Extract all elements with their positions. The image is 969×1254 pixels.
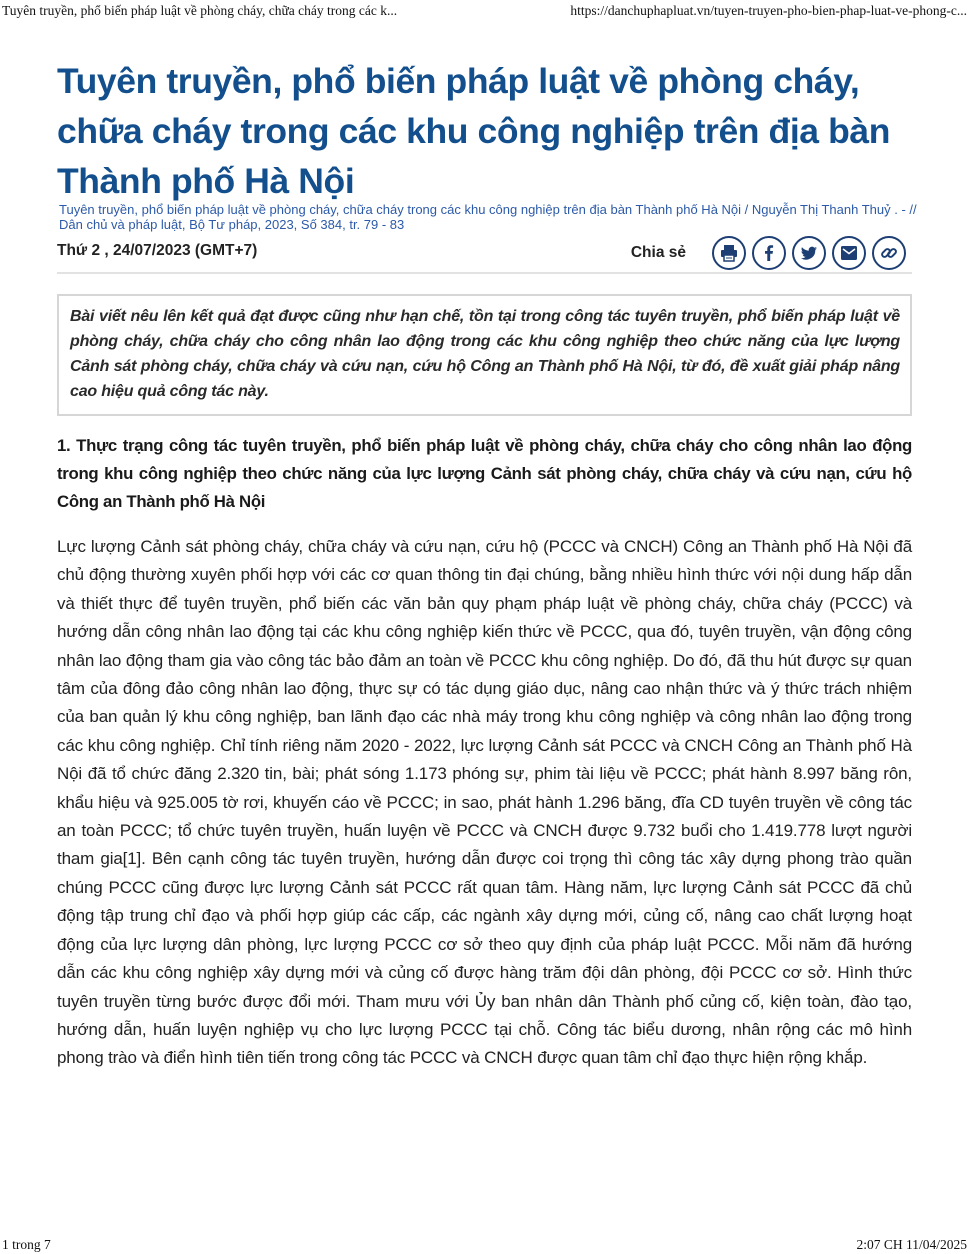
article-title: Tuyên truyền, phổ biến pháp luật về phòng cháy, chữa cháy trong các khu công nghiệp trên địa bàn Thành phố Hà Nội [57, 61, 891, 201]
print-button[interactable] [712, 236, 746, 270]
article [57, 56, 917, 1073]
page-count: 1 trong 7 [2, 1237, 51, 1252]
share-bar [631, 236, 906, 270]
print-icon [719, 243, 739, 263]
twitter-icon [799, 243, 819, 263]
article-paragraph: Lực lượng Cảnh sát phòng cháy, chữa cháy và cứu nạn, cứu hộ (PCCC và CNCH) Công an Thành phố Hà Nội đã chủ động thường xuyên phối hợp với các cơ quan thông tin đại chúng, bằng nhiều hình thức với nội dung hấp dẫn và thiết thực để tuyên truyền, phổ biến các văn bản quy phạm pháp luật về phòng cháy, chữa cháy (PCCC) và hướng dẫn công nhân lao động tại các khu công nghiệp kiến thức về PCCC, qua đó, tuyên truyền, vận động công nhân lao động tham gia vào công tác bảo đảm an toàn về PCCC khu công nghiệp. Do đó, đã thu hút được sự quan tâm của đông đảo công nhân lao động, thực sự có tác dụng giáo dục, nâng cao nhận thức và ý thức trách nhiệm của ban quản lý khu công nghiệp, ban lãnh đạo các nhà máy trong khu công nghiệp và công nhân lao động trong các khu công nghiệp. Chỉ tính riêng năm 2020 - 2022, lực lượng Cảnh sát PCCC và CNCH Công an Thành phố Hà Nội đã tổ chức đăng 2.320 tin, bài; phát sóng 1.173 phóng sự, phim tài liệu về PCCC; phát hành 8.997 băng rôn, khẩu hiệu và 925.005 tờ rơi, khuyến cáo về PCCC; in sao, phát hành 1.296 băng, đĩa CD tuyên truyền về công tác an toàn PCCC; tổ chức tuyên truyền, huấn luyện về PCCC và CNCH được 9.732 buổi cho 1.419.778 lượt người tham gia[1]. Bên cạnh công tác tuyên truyền, hướng dẫn được coi trọng thì công tác xây dựng phong trào quần chúng PCCC cũng được lực lượng Cảnh sát PCCC rất quan tâm. Hàng năm, lực lượng Cảnh sát PCCC đã chủ động tập trung chỉ đạo và phối hợp giúp các cấp, các ngành xây dựng mới, củng cố, nâng cao chất lượng hoạt động của lực lượng dân phòng, lực lượng PCCC cơ sở theo quy định của pháp luật PCCC. Mỗi năm đã hướng dẫn các khu công nghiệp xây dựng mới và củng cố được hàng trăm đội dân phòng, đội PCCC cơ sở. Hình thức tuyên truyền từng bước được đổi mới. Tham mưu với Ủy ban nhân dân Thành phố củng cố, kiện toàn, đào tạo, hướng dẫn, huấn luyện nghiệp vụ cho lực lượng PCCC tại chỗ. Công tác biểu dương, nhân rộng các mô hình phong trào và điển hình tiên tiến trong công tác PCCC và CNCH được quan tâm chỉ đạo thực hiện rộng khắp. [57, 537, 912, 1068]
print-footer [0, 1236, 969, 1254]
link-icon [879, 243, 899, 263]
article-citation[interactable]: Tuyên truyền, phổ biến pháp luật về phòng cháy, chữa cháy trong các khu công nghiệp trên địa bàn Thành phố Hà Nội / Nguyễn Thị Thanh Thuỷ . - // Dân chủ và pháp luật, Bộ Tư pháp, 2023, Số 384, tr. 79 - 83 [59, 202, 917, 232]
print-url: https://danchuphapluat.vn/tuyen-truyen-pho-bien-phap-luat-ve-phong-c... [570, 3, 967, 18]
facebook-share-button[interactable] [752, 236, 786, 270]
article-summary: Bài viết nêu lên kết quả đạt được cũng như hạn chế, tồn tại trong công tác tuyên truyền, phổ biến pháp luật về phòng cháy, chữa cháy cho công nhân lao động trong các khu công nghiệp theo chức năng của lực lượng Cảnh sát phòng cháy, chữa cháy và cứu nạn, cứu hộ Công an Thành phố Hà Nội, từ đó, đề xuất giải pháp nâng cao hiệu quả công tác này. [57, 294, 912, 416]
print-page-title: Tuyên truyền, phổ biến pháp luật về phòng cháy, chữa cháy trong các k... [2, 3, 398, 18]
facebook-icon [759, 243, 779, 263]
print-timestamp: 2:07 CH 11/04/2025 [856, 1237, 967, 1252]
email-share-button[interactable] [832, 236, 866, 270]
print-header [0, 0, 969, 20]
divider [57, 272, 912, 274]
publish-date: Thứ 2 , 24/07/2023 (GMT+7) [57, 242, 258, 259]
share-label: Chia sẻ [630, 244, 686, 261]
article-meta [57, 236, 912, 270]
twitter-share-button[interactable] [792, 236, 826, 270]
email-icon [839, 243, 859, 263]
copy-link-button[interactable] [872, 236, 906, 270]
section-heading: 1. Thực trạng công tác tuyên truyền, phổ biến pháp luật về phòng cháy, chữa cháy cho công nhân lao động trong khu công nghiệp theo chức năng của lực lượng Cảnh sát phòng cháy, chữa cháy và cứu nạn, cứu hộ Công an Thành phố Hà Nội [57, 436, 912, 511]
